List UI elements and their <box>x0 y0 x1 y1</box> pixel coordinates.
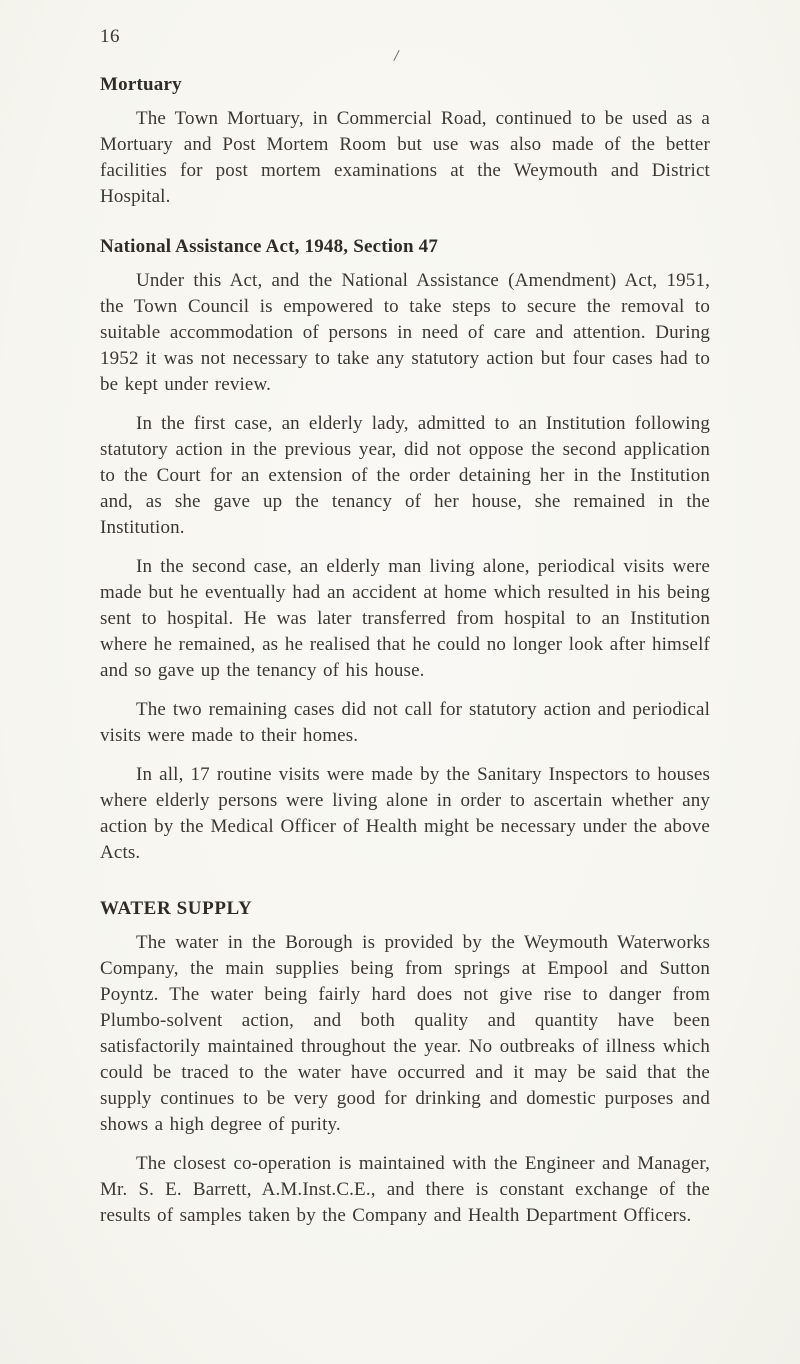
section-heading-national-assistance-act: National Assistance Act, 1948, Section 47 <box>100 236 439 257</box>
section-mortuary <box>100 74 710 210</box>
paragraph-national-assistance-4: The two remaining cases did not call for statutory action and periodical visits were made to their homes. <box>100 699 710 746</box>
paragraph-national-assistance-5: In all, 17 routine visits were made by the Sanitary Inspectors to houses where elderly persons were living alone in order to ascertain whether any action by the Medical Officer of Health might be necessary under the above Acts. <box>100 764 710 863</box>
paragraph-national-assistance-3: In the second case, an elderly man living alone, periodical visits were made but he eventually had an accident at home which resulted in his being sent to hospital. He was later transferred from hospital to an Institution where he remained, as he realised that he could no longer look after himself and so gave up the tenancy of his house. <box>100 556 710 681</box>
scan-artifact-mark: / <box>392 45 401 66</box>
paragraph-national-assistance-2: In the first case, an elderly lady, admitted to an Institution following statutory action in the previous year, did not oppose the second application to the Court for an extension of the order detaining her in the Institution and, as she gave up the tenancy of her house, she remained in the Institution. <box>100 413 710 538</box>
paragraph-water-supply-1: The water in the Borough is provided by the Weymouth Waterworks Company, the main supplies being from springs at Empool and Sutton Poyntz. The water being fairly hard does not give rise to danger from Plumbo-solvent action, and both quality and quantity have been satisfactorily maintained throughout the year. No outbreaks of illness which could be traced to the water have occurred and it may be said that the supply continues to be very good for drinking and domestic purposes and shows a high degree of purity. <box>100 932 710 1135</box>
paragraph-mortuary-1: The Town Mortuary, in Commercial Road, continued to be used as a Mortuary and Post Mortem Room but use was also made of the better facilities for post mortem examinations at the Weymouth and District Hospital. <box>100 108 710 207</box>
section-water-supply <box>100 898 710 1229</box>
section-national-assistance-act <box>100 236 710 866</box>
section-heading-water-supply: WATER SUPPLY <box>100 898 253 919</box>
paragraph-national-assistance-1: Under this Act, and the National Assistance (Amendment) Act, 1951, the Town Council is empowered to take steps to secure the removal to suitable accommodation of persons in need of care and attention. During 1952 it was not necessary to take any statutory action but four cases had to be kept under review. <box>100 270 710 395</box>
paragraph-water-supply-2: The closest co-operation is maintained with the Engineer and Manager, Mr. S. E. Barrett, A.M.Inst.C.E., and there is constant exchange of the results of samples taken by the Company and Health Department Officers. <box>100 1153 710 1226</box>
page-number: 16 <box>100 26 120 47</box>
section-heading-mortuary: Mortuary <box>100 74 182 95</box>
